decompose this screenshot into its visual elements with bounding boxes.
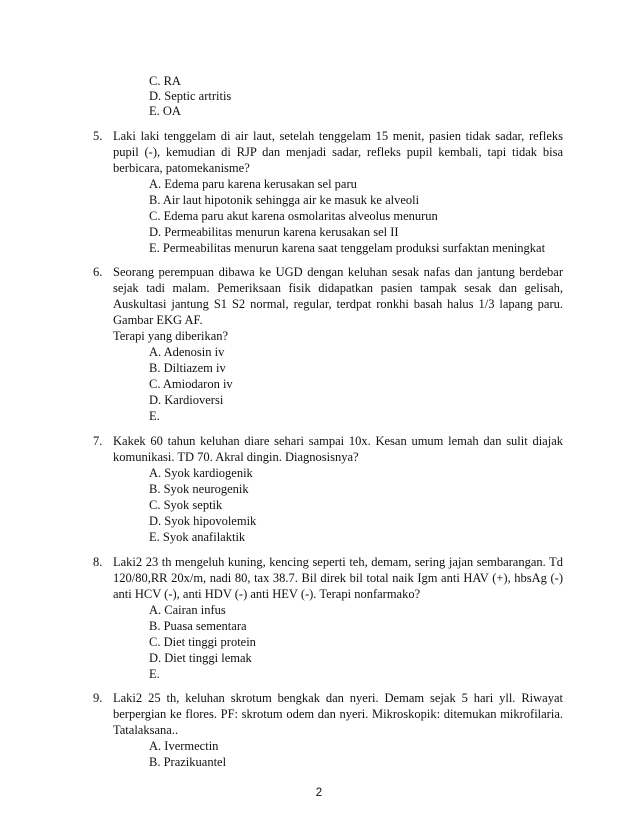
option-e: E. OA bbox=[149, 104, 181, 118]
answer-option: E. Permeabilitas menurun karena saat tenggelam produksi surfaktan meningkat bbox=[149, 241, 546, 255]
answer-option: E. Syok anafilaktik bbox=[149, 530, 246, 544]
answer-option: D. Diet tinggi lemak bbox=[149, 651, 252, 665]
question-text-line: Tatalaksana.. bbox=[113, 723, 179, 737]
answer-option: C. Syok septik bbox=[149, 498, 223, 512]
answer-option: B. Syok neurogenik bbox=[149, 482, 249, 496]
question-number: 6. bbox=[93, 265, 103, 279]
question-text-line: sejak tadi malam. Pemeriksaan fisik didapatkan pasien tampak sesak dan gelisah, bbox=[113, 281, 563, 295]
answer-option: D. Kardioversi bbox=[149, 393, 224, 407]
question-text-line: anti HCV (-), anti HDV (-) anti HEV (-). Terapi nonfarmako? bbox=[113, 587, 421, 601]
question-text-line: berbicara, patomekanisme? bbox=[113, 161, 250, 175]
question-text-line: Seorang perempuan dibawa ke UGD dengan keluhan sesak nafas dan jantung berdebar bbox=[113, 265, 563, 279]
question-number: 8. bbox=[93, 555, 103, 569]
question-text-line: Laki2 23 th mengeluh kuning, kencing seperti teh, demam, sering jajan sembarangan. Td bbox=[113, 555, 563, 569]
question-text-line: 120/80,RR 20x/m, nadi 80, tax 38.7. Bil direk bil total naik Igm anti HAV (+), hbsAg (-) bbox=[113, 571, 563, 585]
answer-option: A. Edema paru karena kerusakan sel paru bbox=[149, 177, 357, 191]
answer-option: C. Edema paru akut karena osmolaritas alveolus menurun bbox=[149, 209, 438, 223]
question-text-line: Laki laki tenggelam di air laut, setelah tenggelam 15 menit, pasien tidak sadar, refleks bbox=[113, 129, 563, 143]
answer-option: B. Puasa sementara bbox=[149, 619, 247, 633]
answer-option: A. Ivermectin bbox=[149, 739, 219, 753]
answer-option: E. bbox=[149, 667, 160, 681]
question-text-line: Terapi yang diberikan? bbox=[113, 329, 229, 343]
question-number: 5. bbox=[93, 129, 103, 143]
question-number: 9. bbox=[93, 691, 103, 705]
answer-option: C. Diet tinggi protein bbox=[149, 635, 256, 649]
question-text-line: berpergian ke flores. PF: skrotum odem dan nyeri. Mikroskopik: ditemukan mikrofilaria. bbox=[113, 707, 563, 721]
answer-option: A. Cairan infus bbox=[149, 603, 226, 617]
answer-option: B. Diltiazem iv bbox=[149, 361, 226, 375]
answer-option: C. Amiodaron iv bbox=[149, 377, 233, 391]
question-text-line: Kakek 60 tahun keluhan diare sehari sampai 10x. Kesan umum lemah dan sulit diajak bbox=[113, 434, 563, 448]
answer-option: D. Syok hipovolemik bbox=[149, 514, 257, 528]
answer-option: A. Adenosin iv bbox=[149, 345, 225, 359]
answer-option: B. Prazikuantel bbox=[149, 755, 227, 769]
answer-option: E. bbox=[149, 409, 160, 423]
question-text-line: komunikasi. TD 70. Akral dingin. Diagnosisnya? bbox=[113, 450, 359, 464]
question-number: 7. bbox=[93, 434, 103, 448]
option-c: C. RA bbox=[149, 74, 181, 88]
answer-option: A. Syok kardiogenik bbox=[149, 466, 253, 480]
question-text-line: Auskultasi jantung S1 S2 normal, regular, terdpat ronkhi basah halus 1/3 lapang paru. bbox=[113, 297, 563, 311]
question-text-line: pupil (-), kemudian di RJP dan menjadi sadar, refleks pupil kembali, tapi tidak bisa bbox=[113, 145, 563, 159]
option-d: D. Septic artritis bbox=[149, 89, 232, 103]
question-text-line: Laki2 25 th, keluhan skrotum bengkak dan nyeri. Demam sejak 5 hari yll. Riwayat bbox=[113, 691, 563, 705]
question-text-line: Gambar EKG AF. bbox=[113, 313, 203, 327]
page-number: 2 bbox=[315, 787, 323, 799]
answer-option: D. Permeabilitas menurun karena kerusakan sel II bbox=[149, 225, 399, 239]
answer-option: B. Air laut hipotonik sehingga air ke masuk ke alveoli bbox=[149, 193, 420, 207]
